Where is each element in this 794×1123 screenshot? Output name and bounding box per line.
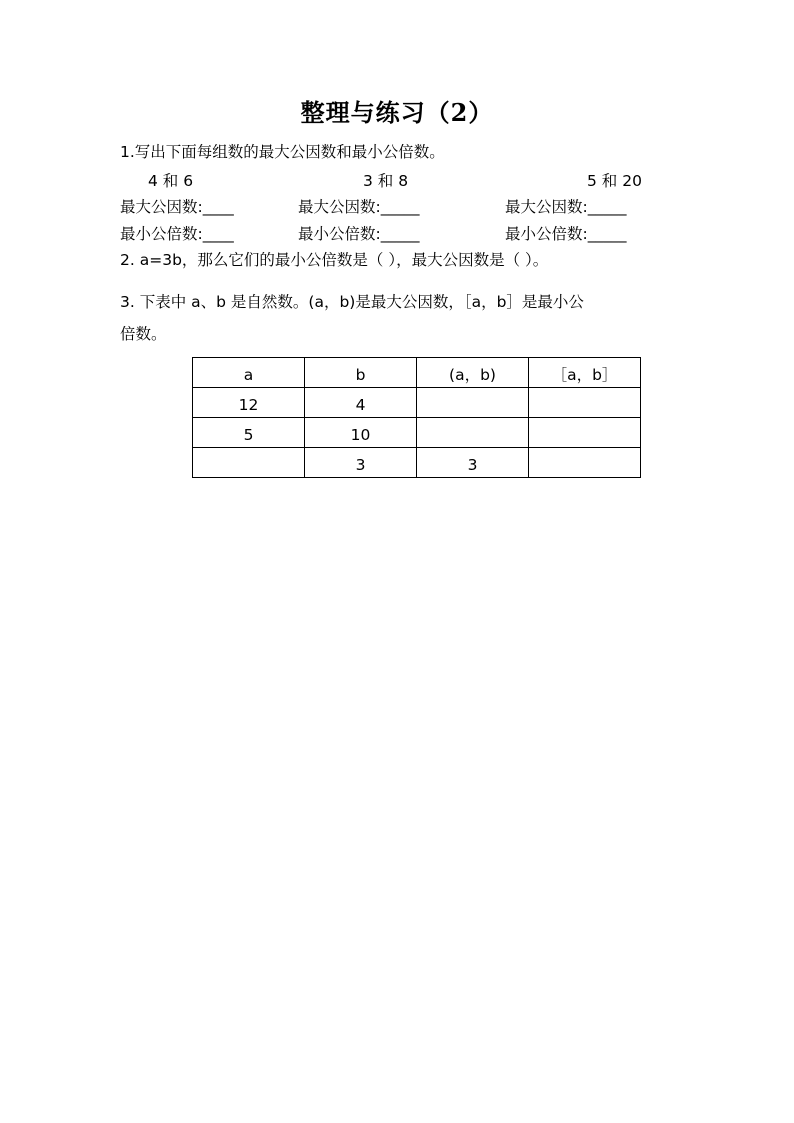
table-row xyxy=(193,418,641,448)
lcm-blank-2: 最小公倍数:_____ xyxy=(298,225,420,243)
table-cell-answer[interactable] xyxy=(417,418,529,448)
gcd-blank-1: 最大公因数:____ xyxy=(120,198,234,216)
table-cell-answer[interactable] xyxy=(417,388,529,418)
table-cell: 3 xyxy=(417,448,529,478)
table-cell: 12 xyxy=(193,388,305,418)
question-3-text-line-1: 3. 下表中 a、b 是自然数。(a，b)是最大公因数，［a，b］是最小公 xyxy=(120,293,584,311)
header-a: a xyxy=(193,358,305,388)
table-cell-answer[interactable] xyxy=(193,448,305,478)
table-cell: 5 xyxy=(193,418,305,448)
table-header-row xyxy=(193,358,641,388)
number-pair-1: 4 和 6 xyxy=(148,172,194,190)
lcm-blank-1: 最小公倍数:____ xyxy=(120,225,234,243)
table-cell-answer[interactable] xyxy=(529,388,641,418)
gcd-lcm-table xyxy=(192,357,641,478)
header-lcm: ［a，b］ xyxy=(529,358,641,388)
question-3-text-line-2: 倍数。 xyxy=(120,325,167,343)
table-cell-answer[interactable] xyxy=(529,418,641,448)
gcd-blank-2: 最大公因数:_____ xyxy=(298,198,420,216)
table-row xyxy=(193,388,641,418)
page-title: 整理与练习（2） xyxy=(300,98,494,127)
header-gcd: (a，b) xyxy=(417,358,529,388)
number-pair-3: 5 和 20 xyxy=(587,172,642,190)
question-1-prompt: 1.写出下面每组数的最大公因数和最小公倍数。 xyxy=(120,143,445,161)
number-pair-2: 3 和 8 xyxy=(363,172,409,190)
lcm-blank-3: 最小公倍数:_____ xyxy=(505,225,627,243)
table-cell-answer[interactable] xyxy=(529,448,641,478)
table-cell: 4 xyxy=(305,388,417,418)
table-cell: 3 xyxy=(305,448,417,478)
header-b: b xyxy=(305,358,417,388)
table-cell: 10 xyxy=(305,418,417,448)
gcd-blank-3: 最大公因数:_____ xyxy=(505,198,627,216)
table-row xyxy=(193,448,641,478)
question-2-text: 2. a=3b，那么它们的最小公倍数是（ ），最大公因数是（ ）。 xyxy=(120,251,549,269)
